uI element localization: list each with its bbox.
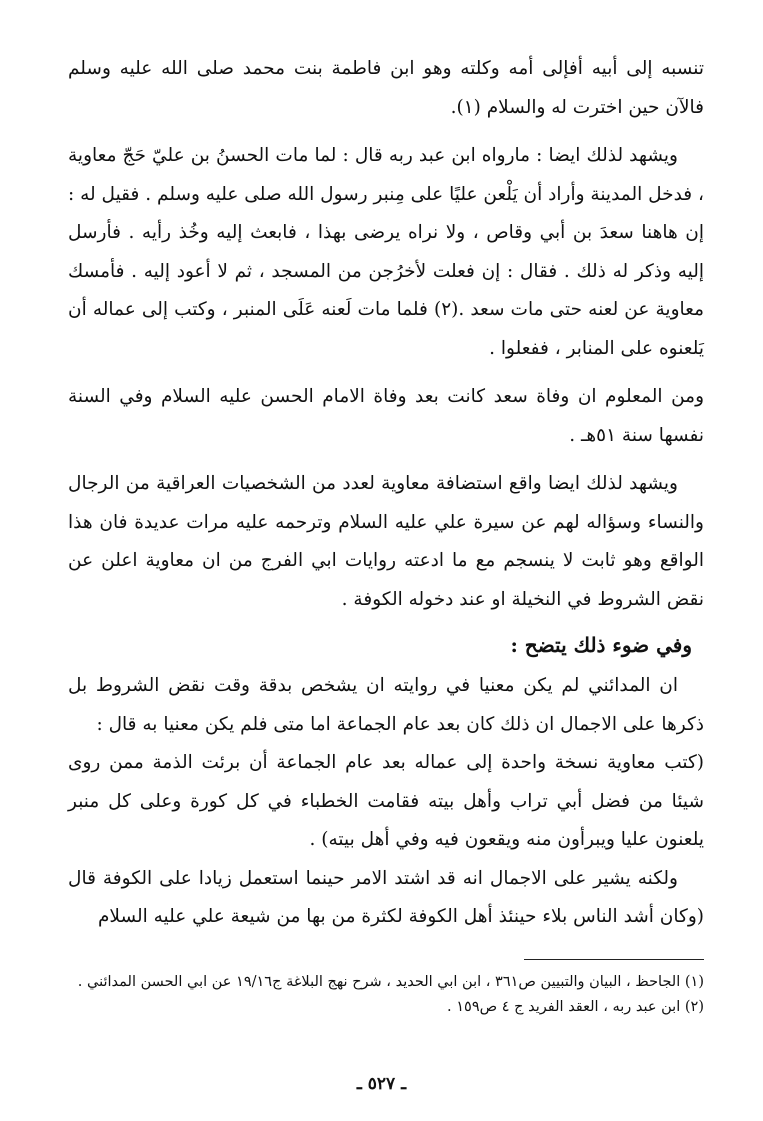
paragraph-5: ان المدائني لم يكن معنيا في روايته ان يشخص بدقة وقت نقض الشروط بل ذكرها على الاجمال ان ذلك كان بعد عام الجماعة اما متى فلم يكن معنيا به قال : xyxy=(68,675,704,735)
paragraph-1: تنسبه إلى أبيه أفإلى أمه وكلته وهو ابن فاطمة بنت محمد صلى الله عليه وسلم فالآن حين اخترت له والسلام (١). xyxy=(68,58,704,118)
footnote-1: (١) الجاحظ ، البيان والتبيين ص٣٦١ ، ابن ابي الحديد ، شرح نهج البلاغة ج١٩/١٦ عن ابي الحسن المدائني . xyxy=(77,973,704,990)
paragraph-3: ومن المعلوم ان وفاة سعد كانت بعد وفاة الامام الحسن عليه السلام وفي السنة نفسها سنة ٥١هـ . xyxy=(68,386,704,446)
paragraph-4: ويشهد لذلك ايضا واقع استضافة معاوية لعدد من الشخصيات العراقية من الرجال والنساء وسؤاله لهم عن سيرة علي عليه السلام وترحمه عليه مرات عديدة فان هذا الواقع وهو ثابت لا ينسجم مع ما ادعته روايات ابي الفرج من ان معاوية اعلن عن نقض الشروط في النخيلة او عند دخوله الكوفة . xyxy=(68,473,704,610)
page-number: ـ ٥٢٧ ـ xyxy=(356,1074,407,1094)
footnote-2: (٢) ابن عبد ربه ، العقد الفريد ج ٤ ص١٥٩ . xyxy=(447,998,704,1015)
paragraph-6: ولكنه يشير على الاجمال انه قد اشتد الامر حينما استعمل زيادا على الكوفة قال (وكان أشد الناس بلاء حينئذ أهل الكوفة لكثرة من بها من شيعة علي عليه السلام xyxy=(68,867,704,927)
page-body xyxy=(68,50,704,1020)
paragraph-quote: (كتب معاوية نسخة واحدة إلى عماله بعد عام الجماعة أن برئت الذمة ممن روى شيئا من فضل أبي تراب وأهل بيته فقامت الخطباء في كل كورة وعلى كل منبر يلعنون عليا ويبرأون منه ويقعون فيه وفي أهل بيته) . xyxy=(68,752,704,850)
footnote-divider xyxy=(524,959,704,960)
section-heading: وفي ضوء ذلك يتضح : xyxy=(510,633,692,657)
paragraph-2: ويشهد لذلك ايضا : مارواه ابن عبد ربه قال : لما مات الحسنُ بن عليّ حَجّ معاوية ، فدخل المدينة وأراد أن يَلْعن عليًا على مِنبر رسول الله صلى عليه وسلم . فقيل له : إن هاهنا سعدَ بن أبي وقاص ، ولا نراه يرضى بهذا ، فابعث إليه وخُذ رأيه . فأرسل إليه وذكر له ذلك . فقال : إن فعلت لأخرُجن من المسجد ، ثم لا أعود إليه . فأمسك معاوية عن لعنه حتى مات سعد .(٢) فلما مات لَعنه عَلَى المنبر ، وكتب إلى عماله أن يَلعنوه على المنابر ، ففعلوا . xyxy=(68,145,704,359)
